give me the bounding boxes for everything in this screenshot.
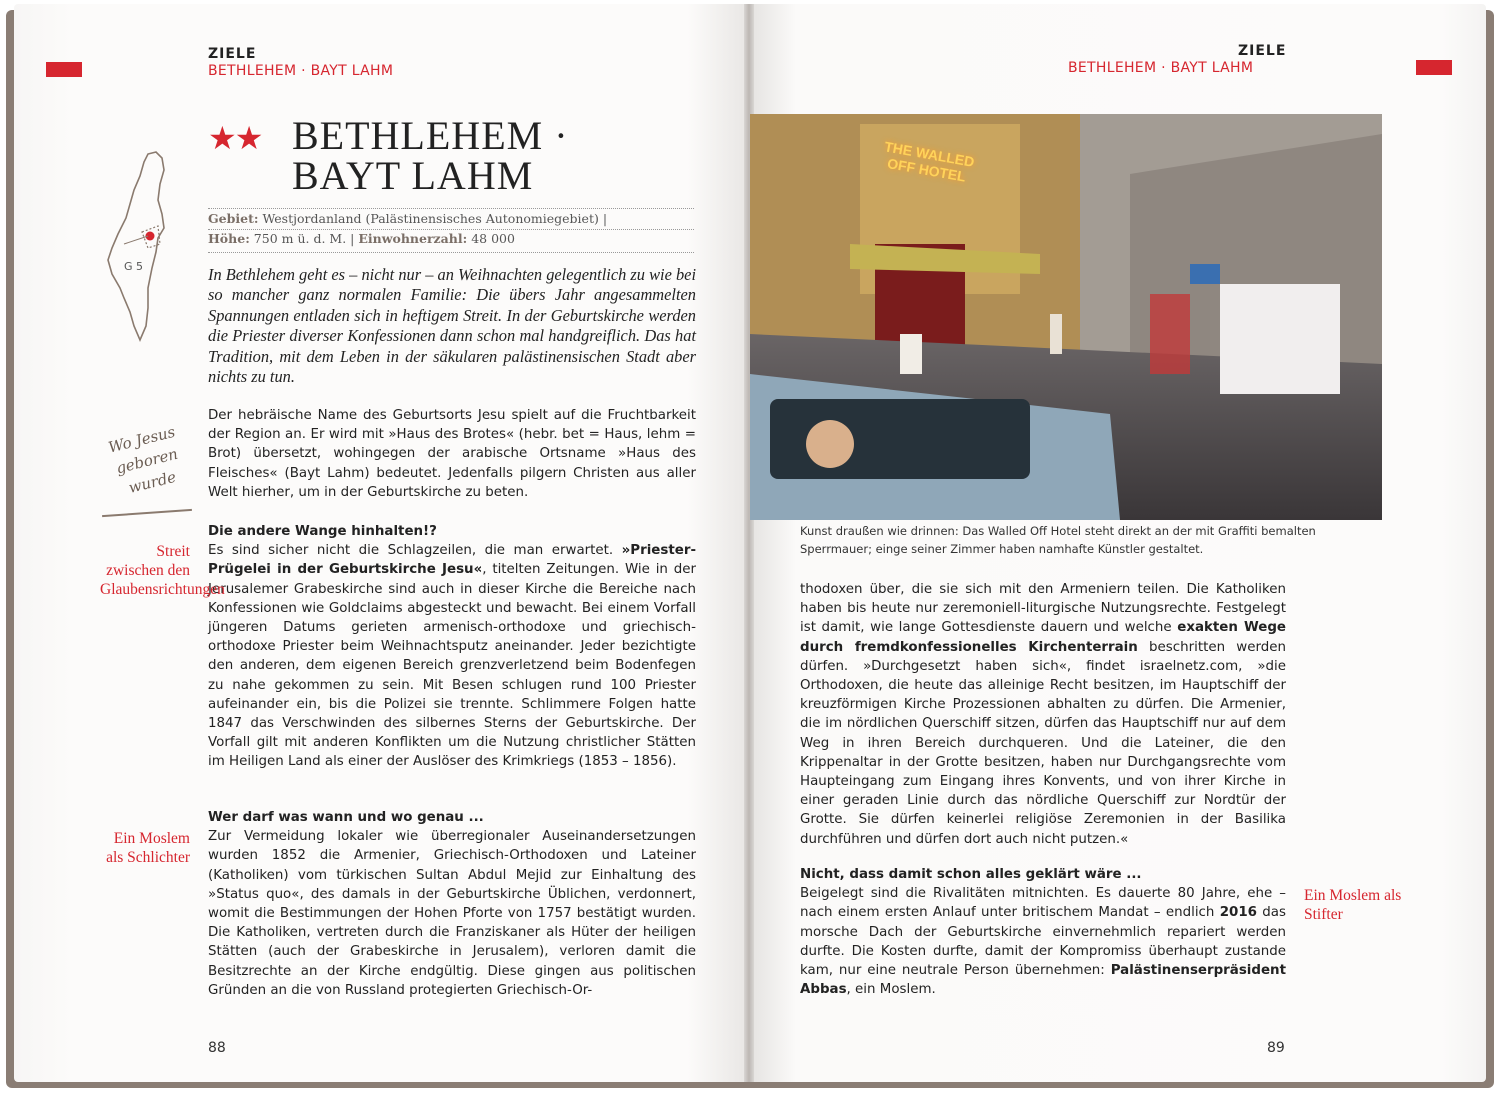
body-paragraph-3: Zur Vermeidung lokaler wie überregionaler Auseinandersetzungen wurden 1852 die Armenier, Griechisch-Orthodoxen und Lateiner (Katholiken) vom türkischen Sultan Abdul Mejid zur Einhaltung des »Status quo«, des damals in der Geburtskirche Üblichen, verdonnert, womit die Bestimmungen der Hohen Pforte von 1757 bestätigt wurden. Die Katholiken, vertreten durch die Franziskaner als Hüter der heiligen Stätten (auch der Grabeskirche in Jerusalem), verloren damit die Besitzrechte an der Kirche endgültig. Diese gingen aus politischen Gründen an die von Russland protegierten Griechisch-Or- (208, 829, 696, 998)
right-para2-text-c: , ein Moslem. (846, 982, 936, 998)
hotel-photo (750, 114, 1382, 520)
meta-hoehe-label: Höhe: (208, 231, 250, 246)
meta-einwohner-label: Einwohnerzahl: (358, 231, 468, 246)
right-para1-bold: exakten Wege durch fremdkonfessionelles Kirchenterrain (800, 620, 1286, 655)
israel-map-icon (104, 148, 174, 344)
right-body-section-2 (800, 865, 1286, 999)
right-body-paragraph-1 (800, 580, 1286, 849)
body-section-3 (208, 808, 696, 1000)
right-header-section: ZIELE (1238, 43, 1287, 59)
right-para1-text-a: thodoxen über, die sie sich mit den Armeniern teilen. Die Katholiken haben bis heute nur zeremoniell-liturgische Nutzungsrechte. Festgelegt ist damit, wie lange Gottesdienste dauern und welche (800, 582, 1286, 636)
meta-gebiet-value: Westjordanland (Palästinensisches Autonomiegebiet) | (262, 211, 608, 226)
right-body-paragraph-2 (800, 884, 1286, 999)
right-page-number: 89 (1267, 1040, 1285, 1056)
page-title-line2: BAYT LAHM (292, 153, 534, 198)
meta-line-1 (208, 211, 694, 226)
intro-paragraph: In Bethlehem geht es – nicht nur – an Weihnachten gelegentlich zu wie bei so mancher ganz normalen Familie: Die übers Jahr angesammelten Spannungen entladen sich in heftigem Streit. In der Geburtskirche werden die Priester diverser Konfessionen dann schon mal handgreiflich. Das hat Tradition, mit dem Leben in der säkularen palästinensischen Stadt aber nichts zu tun. (208, 265, 696, 387)
right-subheading: Nicht, dass damit schon alles geklärt wäre ... (800, 867, 1142, 882)
rating-stars: ★★ (208, 119, 262, 157)
right-margin-note: Ein Moslem als Stifter (1304, 887, 1402, 923)
subheading-1: Die andere Wange hinhalten!? (208, 524, 437, 539)
left-header-location: BETHLEHEM · BAYT LAHM (208, 63, 394, 79)
right-para2-text-a: Beigelegt sind die Rivalitäten mitnichten. Es dauerte 80 Jahre, ehe – nach einem ersten Anlauf unter britischem Mandat – endlich (800, 886, 1286, 921)
body-section-2 (208, 522, 696, 772)
right-header-location: BETHLEHEM · BAYT LAHM (1068, 60, 1254, 76)
meta-divider-bottom (208, 252, 694, 254)
margin-note-2: Ein Moslem als Schlichter (106, 830, 190, 866)
map-grid-label: G 5 (124, 260, 144, 273)
right-para2-year: 2016 (1219, 905, 1257, 921)
handwritten-note: Wo Jesus geboren wurde (106, 422, 180, 497)
meta-hoehe-value: 750 m ü. d. M. (253, 231, 347, 246)
subheading-2: Wer darf was wann und wo genau ... (208, 810, 484, 825)
body-paragraph-2 (208, 541, 696, 771)
para2-text-a: Es sind sicher nicht die Schlagzeilen, die man erwartet. (208, 543, 622, 559)
right-red-tab (1416, 60, 1452, 75)
left-header-section: ZIELE (208, 46, 257, 62)
left-red-tab (46, 62, 82, 77)
meta-line-2 (208, 231, 694, 246)
meta-separator: | (350, 231, 355, 246)
hotel-sign: THE WALLED OFF HOTEL (883, 138, 976, 185)
right-para1-text-b: beschritten werden dürfen. »Durchgesetzt haben sich«, findet israelnetz.com, »die Orthodoxen, die heute das alleinige Recht besitzen, im Hauptschiff der kreuzförmigen Kirche Prozessionen abhalten zu dürfen. Die Armenier, die im nördlichen Querschiff sitzen, dürfen das Hauptschiff nur auf dem Weg in ihren Bereich durchqueren. Und die Lateiner, die den Krippenaltar in der Grotte besitzen, haben nur Durchgangsrechte vom Haupteingang zum Eingang ihres Konvents, und von ihrer Kirche in einer geraden Linie durch das nördliche Querschiff zur Nordtür der Grotte. Sie dürfen keinerlei religiöse Zeremonien in der Basilika durchführen und dürfen dort auch nicht putzen.« (800, 639, 1286, 847)
meta-divider-top (208, 208, 694, 210)
photo-caption: Kunst draußen wie drinnen: Das Walled Off Hotel steht direkt an der mit Graffiti bemalten Sperrmauer; einge seiner Zimmer haben namhafte Künstler gestaltet. (800, 524, 1316, 556)
margin-note-1: Streit zwischen den Glaubensrichtungen (100, 543, 225, 598)
meta-gebiet-label: Gebiet: (208, 211, 259, 226)
right-para2-text-b: das morsche Dach der Geburtskirche einvernehmlich repariert werden durfte. Die Kosten durfte, damit der Kompromiss überhaupt zustande kam, nur eine neutrale Person übernehmen: (800, 905, 1286, 979)
right-para2-bold: Palästinenserpräsident Abbas (800, 963, 1286, 998)
body-paragraph-1: Der hebräische Name des Geburtsorts Jesu spielt auf die Fruchtbarkeit der Region an. Er wird mit »Haus des Brotes« (hebr. bet = Haus, lehm = Brot) übersetzt, wohingegen der arabische Ortsname »Haus des Fleisches« (Bayt Lahm) bedeutet. Jedenfalls pilgern Christen aus aller Welt hierher, um in der Geburtskirche zu beten. (208, 408, 696, 500)
page-title-line1: BETHLEHEM · (292, 113, 569, 158)
para2-bold: »Priester-Prügelei in der Geburtskirche Jesu« (208, 543, 696, 578)
para2-text-b: , titelten Zeitungen. Wie in der Jerusalemer Grabeskirche sind auch in dieser Kirche die Bereiche nach Konfessionen wie Goldclaims abgesteckt und bewacht. Bei einem Vorfall jüngeren Datums gerieten armenisch-orthodoxe und griechisch-orthodoxe Priester beim Weihnachtsputz aneinander. Jeder bezichtigte den anderen, dem eigenen Bereich grenzverletzend beim Bodenfegen zu nahe gekommen zu sein. Mit Besen schlugen rund 100 Priester aufeinander ein, bis die Polizei sie trennte. Schlimmere Folgen hatte 1847 das Verschwinden des silbernes Sterns der Geburtskirche. Der Vorfall gilt mit anderen Konflikten um die Nutzung christlicher Stätten im Heiligen Land als einer der Auslöser des Krimkriegs (1853 – 1856). (208, 562, 696, 770)
meta-einwohner-value: 48 000 (471, 231, 515, 246)
left-page-number: 88 (208, 1040, 226, 1056)
